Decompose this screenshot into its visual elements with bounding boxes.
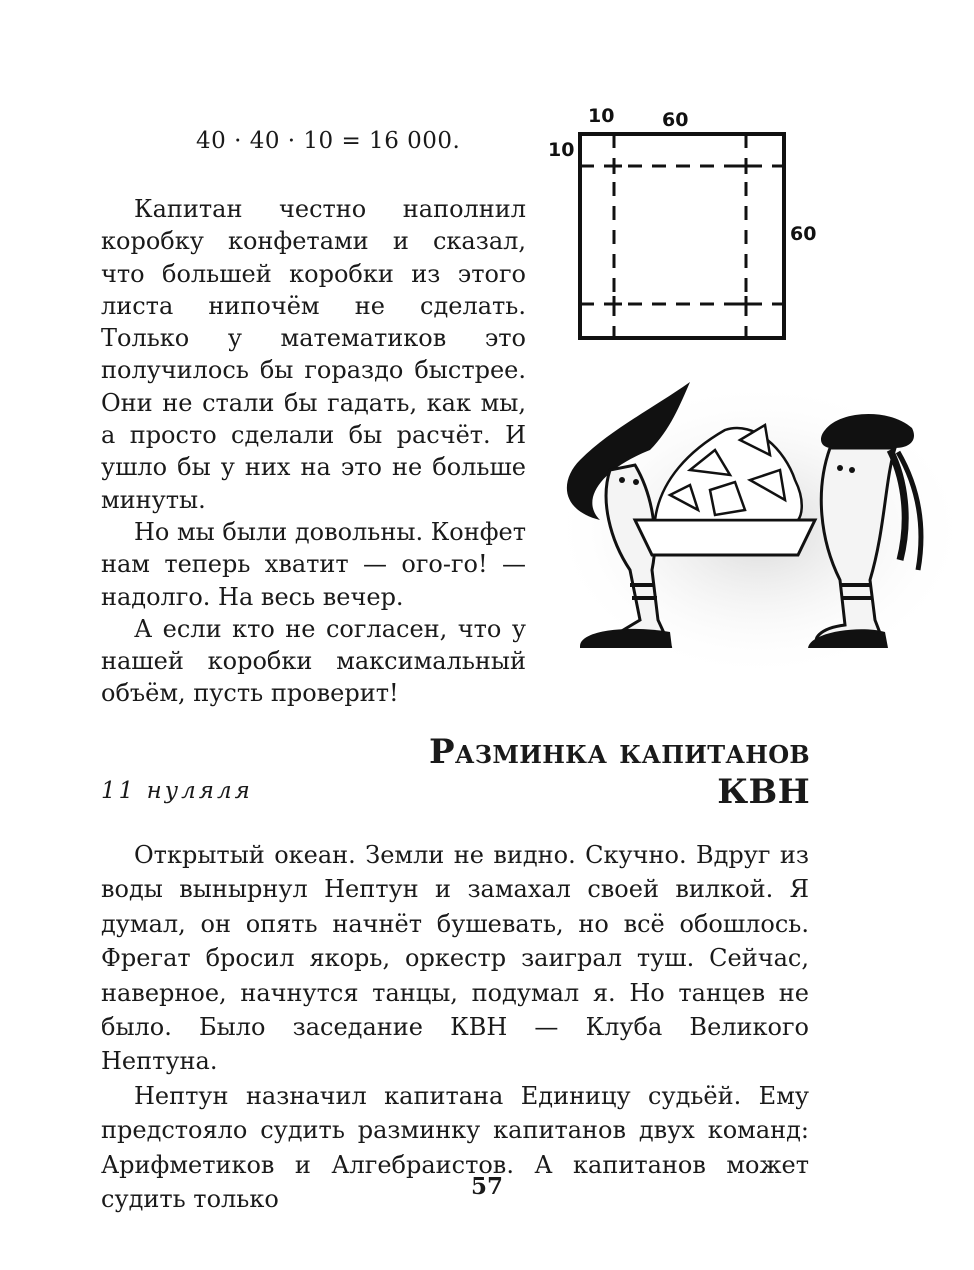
- paragraph: Но мы были довольны. Конфет нам теперь хватит — ого-го! — надолго. На весь вечер.: [101, 517, 526, 611]
- page-number: 57: [470, 1173, 503, 1200]
- top-text-column: [101, 193, 526, 710]
- paragraph: А если кто не согласен, что у нашей коробки максимальный объём, пусть проверит!: [101, 614, 526, 708]
- label-top-right: 60: [662, 109, 689, 131]
- paragraph: Открытый океан. Земли не видно. Скучно. Вдруг из воды вынырнул Нептун и замахал своей вилкой. Я думал, он опять начнёт бушевать, но всё обошлось. Фрегат бросил якорь, оркестр заиграл туш. Сейчас, наверное, начнутся танцы, подумал я. Но танцев не было. Было заседание КВН — Клуба Великого Нептуна.: [101, 841, 809, 1076]
- label-top-left: 10: [588, 105, 615, 127]
- bottom-text-column: [101, 838, 809, 1216]
- paragraph: Капитан честно наполнил коробку конфетами и сказал, что большей коробки из этого листа нипочём не сделать. Только у математиков это получилось бы гораздо быстрее. Они не стали бы гадать, как мы, а просто сделали бы расчёт. И ушло бы у них на это не больше минуты.: [101, 195, 526, 514]
- date-line: 11 нуляля: [101, 778, 253, 804]
- left-shoe-icon: [580, 629, 672, 648]
- tray-icon: [635, 520, 815, 555]
- label-left: 10: [548, 139, 575, 161]
- box-net-diagram: [540, 100, 840, 360]
- paragraph: Нептун назначил капитана Единицу судьёй. Ему предстояло судить разминку капитанов двух команд: Арифметиков и Алгебраистов. А капитанов может судить только: [101, 1081, 809, 1214]
- section-title: Разминка капитанов КВН: [429, 732, 810, 812]
- volume-formula: 40 · 40 · 10 = 16 000.: [196, 128, 461, 154]
- characters-illustration: [540, 370, 960, 680]
- label-right: 60: [790, 223, 817, 245]
- cut-crosses: [606, 158, 754, 312]
